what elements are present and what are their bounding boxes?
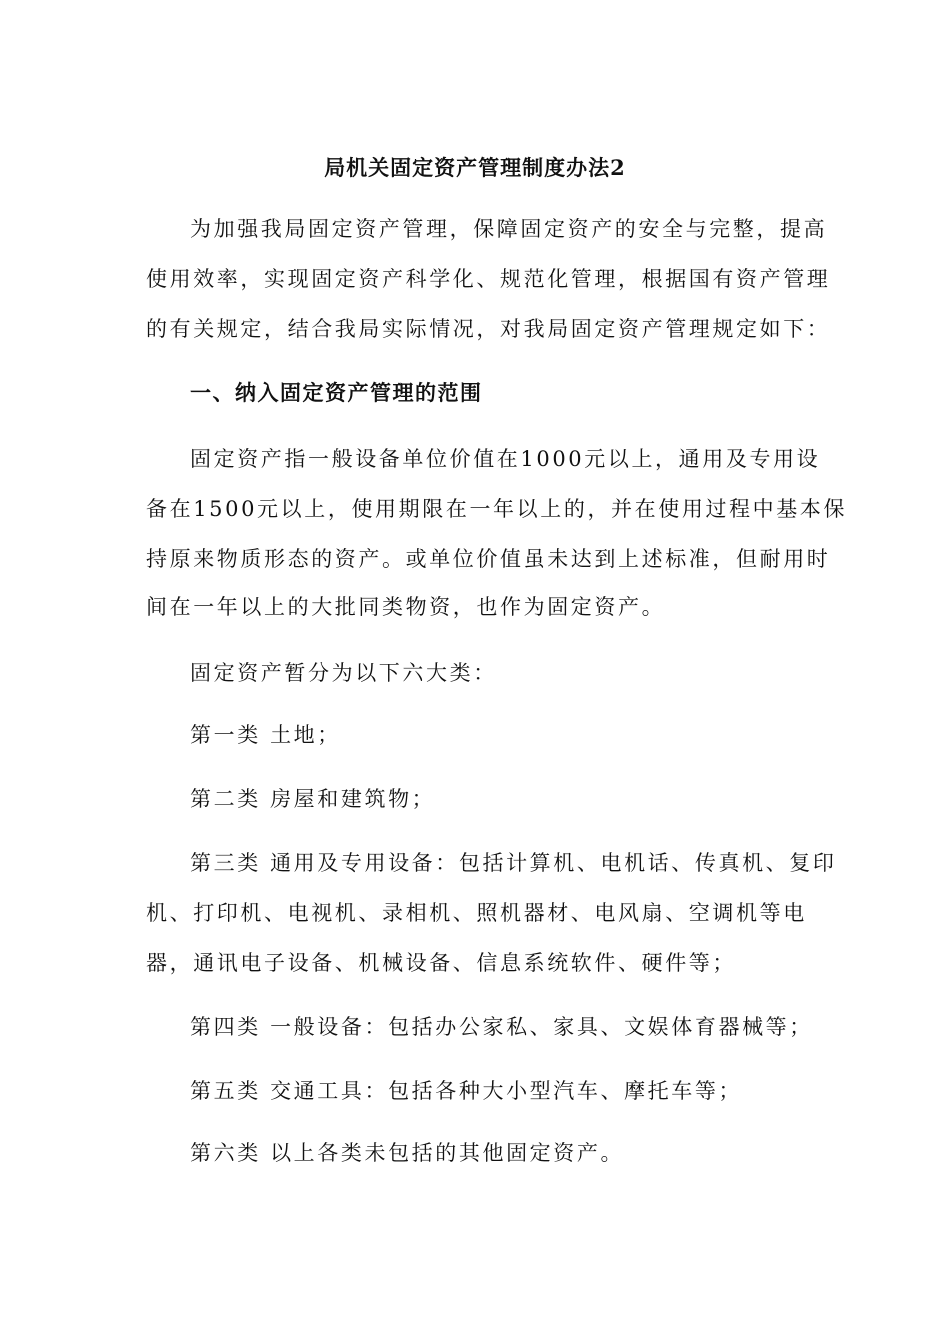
definition-line-3: 持原来物质形态的资产。或单位价值虽未达到上述标准，但耐用时: [146, 547, 831, 571]
category-3-line-3: 器，通讯电子设备、机械设备、信息系统软件、硬件等；: [146, 951, 736, 975]
document-title: 局机关固定资产管理制度办法2: [324, 155, 626, 180]
definition-line-2: 备在1500元以上，使用期限在一年以上的，并在使用过程中基本保: [146, 497, 848, 521]
intro-line-2: 使用效率，实现固定资产科学化、规范化管理，根据国有资产管理: [146, 267, 831, 291]
definition-line-4: 间在一年以上的大批同类物资，也作为固定资产。: [146, 595, 666, 619]
category-3-line-1: 第三类 通用及专用设备：包括计算机、电机话、传真机、复印: [190, 851, 837, 875]
category-5: 第五类 交通工具：包括各种大小型汽车、摩托车等；: [190, 1079, 743, 1103]
category-1: 第一类 土地；: [190, 723, 341, 747]
category-6: 第六类 以上各类未包括的其他固定资产。: [190, 1141, 625, 1165]
intro-line-1: 为加强我局固定资产管理，保障固定资产的安全与完整，提高: [190, 217, 828, 241]
category-3-line-2: 机、打印机、电视机、录相机、照机器材、电风扇、空调机等电: [146, 901, 807, 925]
category-4: 第四类 一般设备：包括办公家私、家具、文娱体育器械等；: [190, 1015, 813, 1039]
intro-line-3: 的有关规定，结合我局实际情况，对我局固定资产管理规定如下：: [146, 317, 831, 341]
section-heading: 一、纳入固定资产管理的范围: [190, 380, 483, 405]
categories-intro: 固定资产暂分为以下六大类：: [190, 661, 497, 685]
category-2: 第二类 房屋和建筑物；: [190, 787, 436, 811]
definition-line-1: 固定资产指一般设备单位价值在1000元以上，通用及专用设: [190, 447, 821, 471]
